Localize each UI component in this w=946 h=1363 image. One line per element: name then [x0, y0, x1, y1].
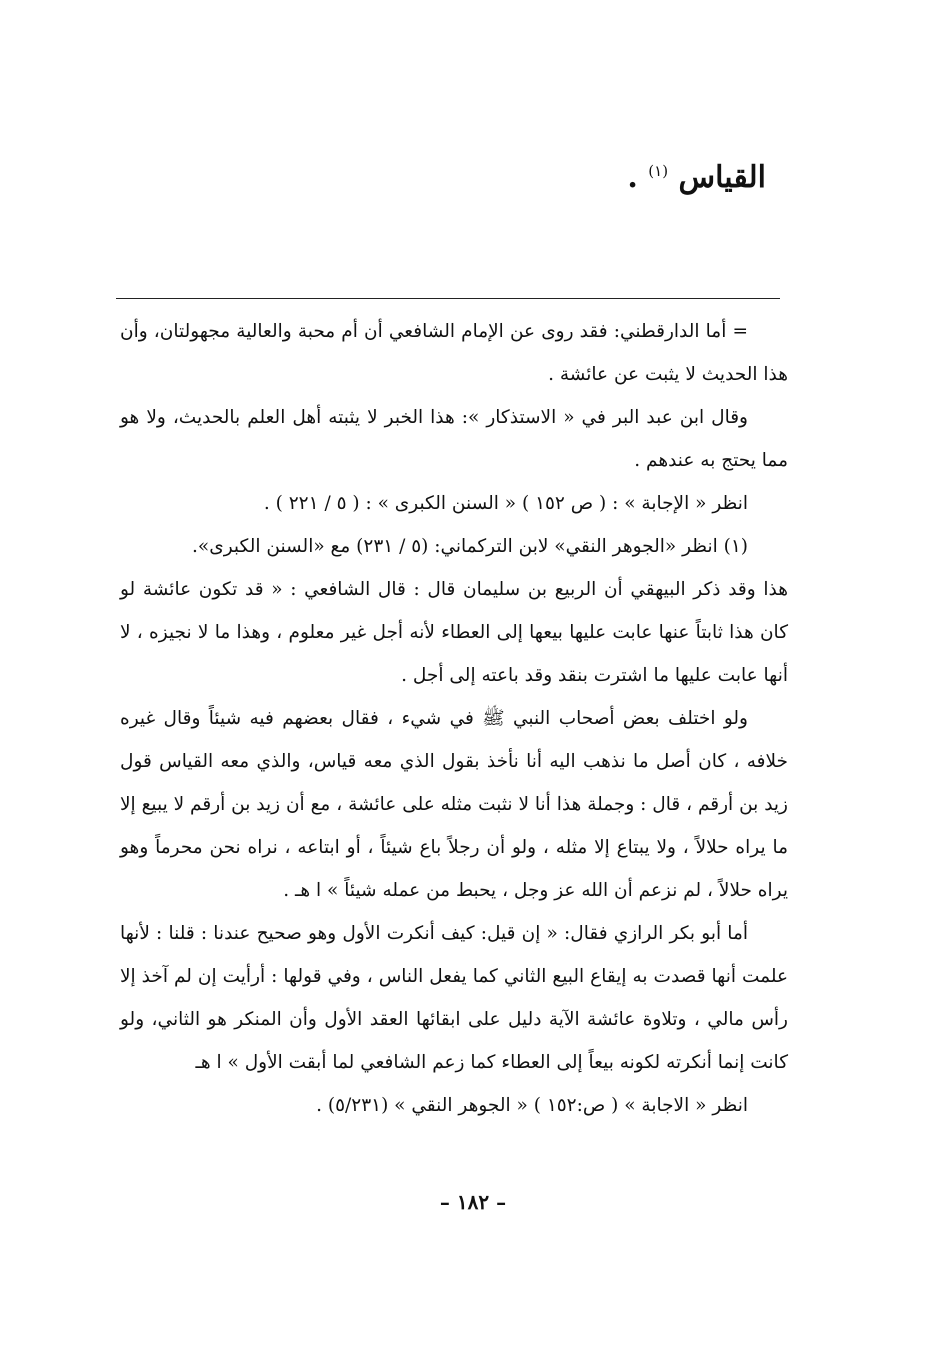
paragraph-companions-disagreement: ولو اختلف بعض أصحاب النبي ﷺ في شيء ، فقال بعضهم فيه شيئاً وقال غيره خلافه ، كان أصل ما نذهب اليه أنا نأخذ بقول الذي معه قياس، والذي معه القياس قول زيد بن أرقم ، قال : وجملة هذا أنا لا نثبت مثله على عائشة ، مع أن زيد بن أرقم لا يبيع إلا ما يراه حلالاً ، ولا يبتاع إلا مثله ، ولو أن رجلاً باع شيئاً ، أو ابتاعه ، نراه نحن محرماً وهو يراه حلالاً ، لم نزعم أن الله عز وجل ، يحبط من عمله شيئاً » ا هـ . [120, 708, 788, 901]
footnote-body [120, 310, 788, 1127]
paragraph-bayhaqi: هذا وقد ذكر البيهقي أن الربيع بن سليمان قال : قال الشافعي : « قد تكون عائشة لو كان هذا ثابتاً عنها عابت عليها بيعها إلى العطاء لأنه أجل غير معلوم ، وهذا ما لا نجيزه ، لا أنها عابت عليها ما اشترت بنقد وقد باعته إلى أجل . [120, 579, 788, 686]
page-number: – ١٨٢ – [439, 1190, 507, 1214]
heading-title: القياس [678, 160, 766, 195]
paragraph-reference-jawhar: انظر « الاجابة » ( ص:١٥٢ ) « الجوهر النقي » (٥/٢٣١) . [316, 1095, 748, 1116]
heading-dot: . [627, 160, 638, 195]
paragraph-reference-ijaba: انظر « الإجابة » : ( ص ١٥٢ ) « السنن الكبرى » : ( ٥ / ٢٢١ ) . [263, 493, 748, 514]
paragraph-footnote-1: (١) انظر «الجوهر النقي» لابن التركماني: (٥ / ٢٣١) مع «السنن الكبرى». [192, 536, 748, 557]
footnote-separator-rule [116, 298, 780, 299]
paragraph-daraqutni: = أما الدارقطني: فقد روى عن الإمام الشافعي أن أم محبة والعالية مجهولتان، وأن هذا الحديث لا يثبت عن عائشة . [120, 310, 788, 396]
footnote-marker: (١) [648, 162, 669, 180]
paragraph-abu-bakr-razi: أما أبو بكر الرازي فقال: « إن قيل: كيف أنكرت الأول وهو صحيح عندنا : قلنا : لأنها علمت أنها قصدت به إيقاع البيع الثاني كما يفعل الناس ، وفي قولها : أرأيت إن لم آخذ إلا رأس مالي ، وتلاوة عائشة الآية دليل على ابقائها العقد الأول وأن المنكر هو الثاني، ولو كانت إنما أنكرته لكونه بيعاً إلى العطاء كما زعم الشافعي لما أبقت الأول » ا هـ [120, 923, 788, 1073]
paragraph-ibn-abd-al-barr: وقال ابن عبد البر في « الاستذكار »: هذا الخبر لا يثبته أهل العلم بالحديث، ولا هو مما يحتج به عندهم . [120, 407, 788, 471]
section-heading [627, 160, 766, 195]
